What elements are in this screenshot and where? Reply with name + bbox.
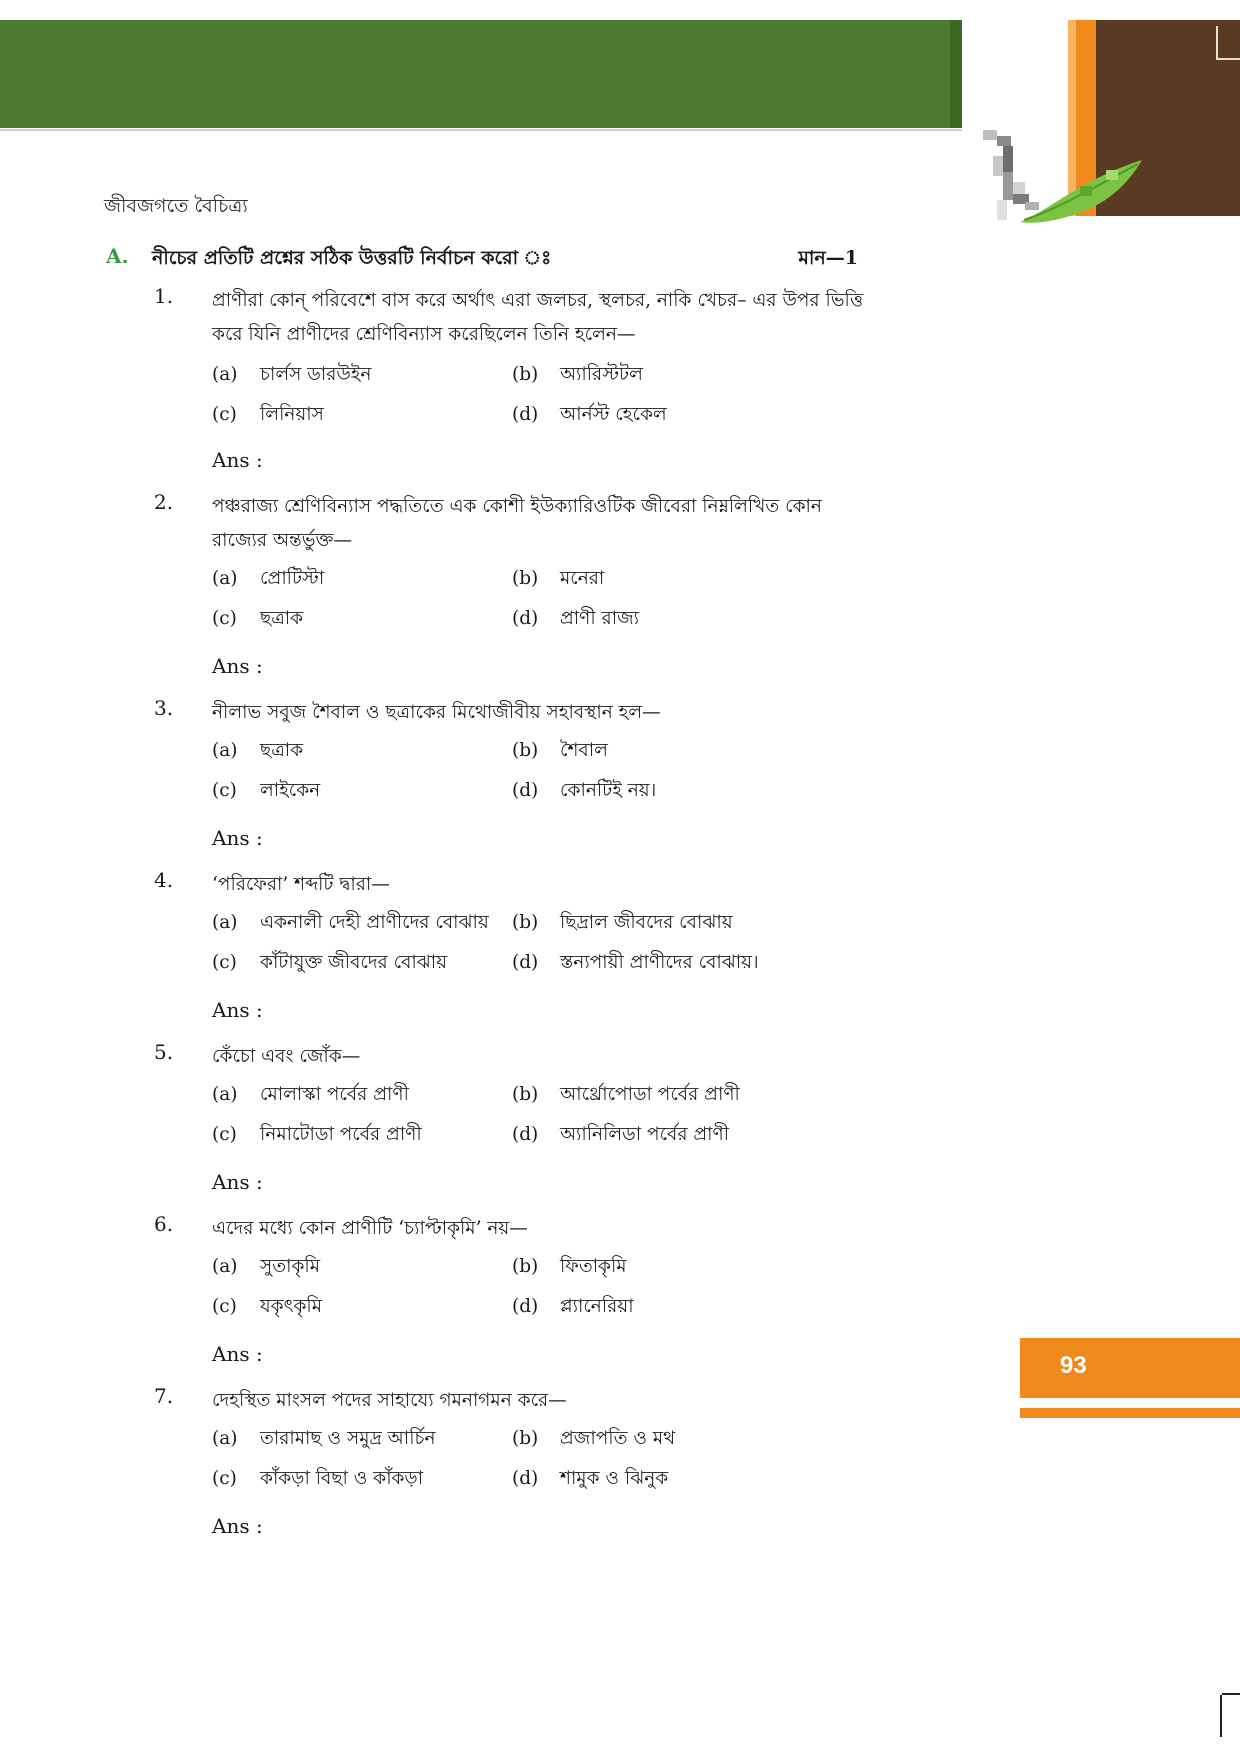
option-b: (b) প্রজাপতি ও মথ — [512, 1428, 676, 1449]
page-number-tab — [1020, 1338, 1240, 1398]
question-text: পঞ্চরাজ্য শ্রেণিবিন্যাস পদ্ধতিতে এক কোশী ইউক্যারিওটিক জীবেরা নিম্নলিখিত কোন রাজ্যের অন্তর্ভুক্ত— — [212, 496, 822, 551]
exercise-marks: মান—1 — [798, 247, 858, 269]
option-d: (d) প্ল্যানেরিয়া — [512, 1296, 634, 1317]
page-number-gap — [1020, 1404, 1240, 1407]
option-c: (c) নিমাটোডা পর্বের প্রাণী — [212, 1124, 422, 1145]
option-a: (a) প্রোটিস্টা — [212, 568, 325, 589]
question-number: 2. — [154, 490, 174, 514]
answer-label: Ans : — [212, 654, 263, 678]
question-number: 4. — [154, 868, 174, 892]
leaf-icon — [1010, 150, 1150, 230]
option-d: (d) স্তন্যপায়ী প্রাণীদের বোঝায়। — [512, 952, 759, 973]
question-number: 1. — [154, 284, 174, 308]
option-d: (d) প্রাণী রাজ্য — [512, 608, 639, 629]
question-text: নীলাভ সবুজ শৈবাল ও ছত্রাকের মিথোজীবীয় সহাবস্থান হল— — [212, 702, 661, 723]
answer-label: Ans : — [212, 998, 263, 1022]
answer-label: Ans : — [212, 826, 263, 850]
question-number: 6. — [154, 1212, 174, 1236]
answer-label: Ans : — [212, 1342, 263, 1366]
option-c: (c) ছত্রাক — [212, 608, 304, 629]
exercise-letter: A. — [106, 244, 129, 268]
option-c: (c) যকৃৎকৃমি — [212, 1296, 322, 1317]
question-2 — [154, 490, 874, 690]
question-number: 5. — [154, 1040, 174, 1064]
question-5 — [154, 1040, 874, 1200]
option-a: (a) সুতাকৃমি — [212, 1256, 320, 1277]
question-text: এদের মধ্যে কোন প্রাণীটি ‘চ্যাপ্টাকৃমি’ নয়— — [212, 1218, 528, 1239]
answer-label: Ans : — [212, 1170, 263, 1194]
option-c: (c) লাইকেন — [212, 780, 321, 801]
question-number: 3. — [154, 696, 174, 720]
option-a: (a) চার্লস ডারউইন — [212, 364, 372, 385]
option-c: (c) কাঁটাযুক্ত জীবদের বোঝায় — [212, 952, 448, 973]
option-d: (d) শামুক ও ঝিনুক — [512, 1468, 669, 1489]
question-text: ‘পরিফেরা’ শব্দটি দ্বারা— — [212, 874, 390, 895]
option-d: (d) কোনটিই নয়। — [512, 780, 657, 801]
answer-label: Ans : — [212, 448, 263, 472]
question-1 — [154, 284, 874, 484]
header-divider — [0, 129, 962, 131]
option-b: (b) ছিদ্রাল জীবদের বোঝায় — [512, 912, 733, 933]
question-text: প্রাণীরা কোন্ পরিবেশে বাস করে অর্থাৎ এরা জলচর, স্থলচর, নাকি খেচর– এর উপর ভিত্তি করে যিনি প্রাণীদের শ্রেণিবিন্যাস করেছিলেন তিনি হলেন— — [212, 290, 864, 345]
header-green-band — [0, 20, 962, 128]
option-c: (c) লিনিয়াস — [212, 404, 324, 425]
question-6 — [154, 1212, 874, 1372]
crop-mark — [1216, 26, 1218, 60]
option-d: (d) অ্যানিলিডা পর্বের প্রাণী — [512, 1124, 730, 1145]
question-number: 7. — [154, 1384, 174, 1408]
option-d: (d) আর্নস্ট হেকেল — [512, 404, 667, 425]
option-a: (a) মোলাস্কা পর্বের প্রাণী — [212, 1084, 409, 1105]
header-green-band-edge — [950, 20, 962, 128]
page-number-underline — [1020, 1408, 1240, 1418]
question-text: দেহস্থিত মাংসল পদের সাহায্যে গমনাগমন করে— — [212, 1390, 567, 1411]
section-label: জীবজগতে বৈচিত্র্য — [104, 195, 248, 217]
question-7 — [154, 1384, 874, 1544]
exercise-heading — [106, 244, 858, 276]
answer-label: Ans : — [212, 1514, 263, 1538]
option-b: (b) অ্যারিস্টটল — [512, 364, 643, 385]
option-a: (a) ছত্রাক — [212, 740, 304, 761]
question-3 — [154, 696, 874, 856]
exercise-instruction: নীচের প্রতিটি প্রশ্নের সঠিক উত্তরটি নির্বাচন করো ঃ — [152, 247, 552, 269]
option-b: (b) আর্থ্রোপোডা পর্বের প্রাণী — [512, 1084, 740, 1105]
crop-mark — [1222, 1693, 1240, 1695]
option-b: (b) ফিতাকৃমি — [512, 1256, 627, 1277]
option-b: (b) মনেরা — [512, 568, 605, 589]
page-number: 93 — [1060, 1352, 1087, 1379]
option-a: (a) একনালী দেহী প্রাণীদের বোঝায় — [212, 912, 489, 933]
question-4 — [154, 868, 874, 1028]
question-text: কেঁচো এবং জোঁক— — [212, 1046, 361, 1067]
crop-mark — [1216, 58, 1240, 60]
option-c: (c) কাঁকড়া বিছা ও কাঁকড়া — [212, 1468, 424, 1489]
crop-mark — [1220, 1695, 1222, 1737]
option-b: (b) শৈবাল — [512, 740, 608, 761]
option-a: (a) তারামাছ ও সমুদ্র আর্চিন — [212, 1428, 436, 1449]
